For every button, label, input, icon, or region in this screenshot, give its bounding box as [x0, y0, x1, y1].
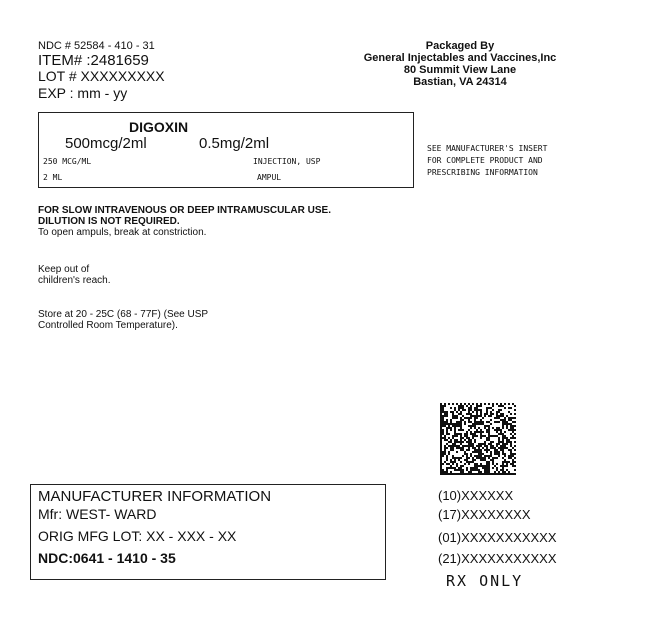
strength-mg: 0.5mg/2ml	[199, 135, 270, 152]
expiration-date: EXP : mm - yy	[38, 85, 128, 101]
gs1-gtin: (01)XXXXXXXXXXX	[438, 530, 557, 545]
datamatrix-barcode-icon	[440, 403, 516, 475]
lot-number: LOT # XXXXXXXXX	[38, 68, 165, 84]
volume: 2 ML	[43, 173, 63, 182]
usage-instructions	[38, 205, 331, 238]
insert-note-line: SEE MANUFACTURER'S INSERT	[427, 144, 548, 153]
manufacturer-name: Mfr: WEST- WARD	[38, 506, 157, 522]
dosage-form: INJECTION, USP	[253, 157, 321, 166]
storage-instructions	[38, 309, 208, 331]
gs1-expiry: (17)XXXXXXXX	[438, 507, 531, 522]
gs1-batch: (10)XXXXXX	[438, 488, 514, 503]
item-number: ITEM# :2481659	[38, 52, 149, 69]
manufacturer-box	[30, 484, 386, 580]
packager-heading: Packaged By	[425, 40, 495, 52]
product-box	[38, 112, 414, 188]
original-lot: ORIG MFG LOT: XX - XXX - XX	[38, 528, 237, 544]
child-warning-line: Keep out of	[38, 264, 90, 275]
child-warning	[38, 264, 111, 286]
packager-block	[340, 40, 580, 88]
usage-opening: To open ampuls, break at constriction.	[38, 227, 207, 238]
usage-route: FOR SLOW INTRAVENOUS OR DEEP INTRAMUSCULAR USE.	[38, 205, 331, 216]
child-warning-line: children's reach.	[38, 275, 111, 286]
container-type: AMPUL	[257, 173, 282, 182]
packager-company: General Injectables and Vaccines,Inc	[363, 52, 557, 64]
insert-note-line: PRESCRIBING INFORMATION	[427, 168, 538, 177]
storage-line: Store at 20 - 25C (68 - 77F) (See USP	[38, 309, 209, 320]
rx-only-label: RX ONLY	[446, 572, 524, 590]
insert-note	[427, 143, 547, 179]
manufacturer-title: MANUFACTURER INFORMATION	[38, 488, 272, 505]
manufacturer-ndc: NDC:0641 - 1410 - 35	[38, 550, 176, 566]
concentration: 250 MCG/ML	[43, 157, 92, 166]
drug-name: DIGOXIN	[129, 119, 189, 135]
packager-street: 80 Summit View Lane	[403, 64, 517, 76]
storage-line: Controlled Room Temperature).	[38, 320, 178, 331]
packager-city: Bastian, VA 24314	[413, 76, 507, 88]
insert-note-line: FOR COMPLETE PRODUCT AND	[427, 156, 543, 165]
strength-mcg: 500mcg/2ml	[65, 135, 147, 152]
gs1-serial: (21)XXXXXXXXXXX	[438, 551, 557, 566]
usage-dilution: DILUTION IS NOT REQUIRED.	[38, 216, 180, 227]
label-ndc-number: NDC # 52584 - 410 - 31	[38, 40, 155, 52]
